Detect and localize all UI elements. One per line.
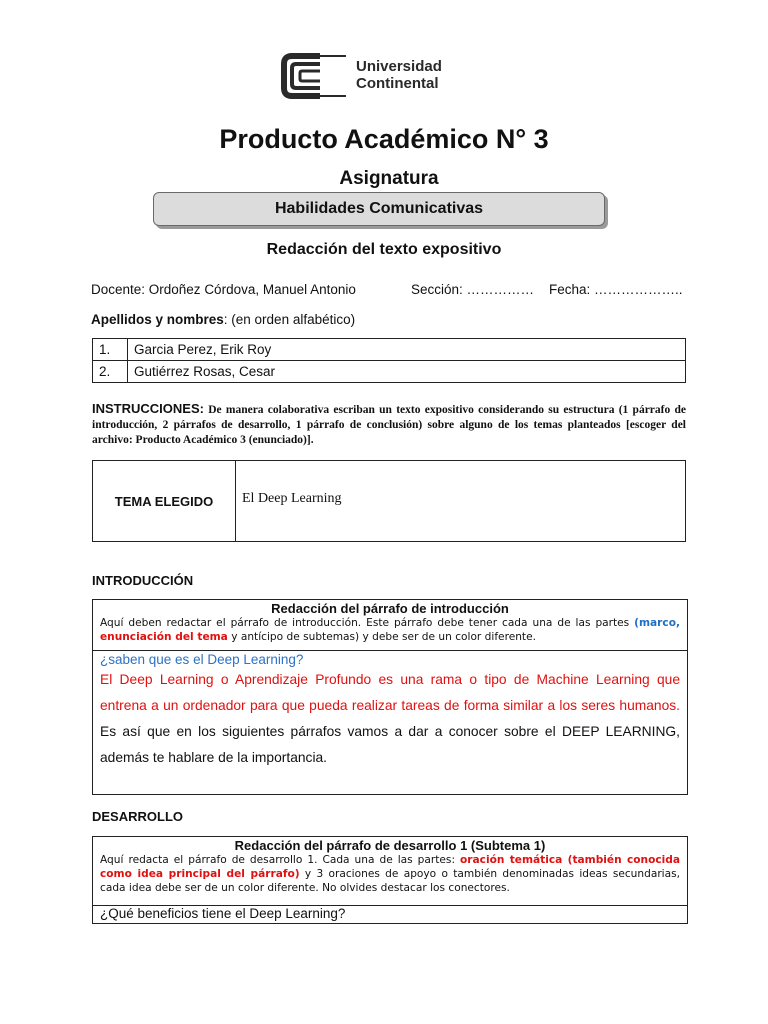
development-instructions (93, 838, 687, 906)
student-number: 2. (93, 361, 128, 383)
intro-para-black: Es así que en los siguientes párrafos vamos a dar a conocer sobre el DEEP LEARNING, además te hablare de la importancia. (100, 724, 680, 765)
date-label: Fecha: ……………….. (549, 282, 683, 297)
page-title: Producto Académico N° 3 (219, 124, 549, 154)
student-number: 1. (93, 339, 128, 361)
dev-desc-red: oración temática (también conocida como idea principal del párrafo) (100, 854, 681, 880)
student-name[interactable]: Garcia Perez, Erik Roy (128, 339, 686, 361)
development-question[interactable]: ¿Qué beneficios tiene el Deep Learning? (100, 906, 346, 921)
logo-mark-icon (280, 52, 356, 100)
intro-para-red: El Deep Learning o Aprendizaje Profundo es una rama o tipo de Machine Learning que entrena a un ordenador para que pueda realizar tareas de forma similar a los seres humanos. (100, 672, 680, 713)
document-subtitle: Redacción del texto expositivo (266, 241, 502, 258)
student-names-hint: : (en orden alfabético) (223, 312, 356, 327)
intro-desc-enunciacion: enunciación del tema (100, 631, 228, 643)
introduction-box-description (93, 616, 687, 644)
table-row (93, 361, 686, 383)
introduction-box-title: Redacción del párrafo de introducción (271, 601, 509, 616)
logo-text (356, 58, 442, 92)
introduction-box (92, 599, 688, 795)
introduction-instructions (93, 601, 687, 651)
intro-desc-a: Aquí deben redactar el párrafo de introducción. Este párrafo debe tener cada una de las partes (100, 617, 635, 629)
chosen-topic-table (92, 460, 686, 542)
student-names-label-bold: Apellidos y nombres (91, 312, 224, 327)
chosen-topic-value[interactable]: El Deep Learning (236, 461, 686, 542)
table-row (93, 339, 686, 361)
students-table (92, 338, 686, 383)
logo-line-2: Continental (356, 75, 439, 92)
table-row (93, 461, 686, 542)
student-name[interactable]: Gutiérrez Rosas, Cesar (128, 361, 686, 383)
dev-desc-a: Aquí redacta el párrafo de desarrollo 1. Cada una de las partes: (100, 854, 461, 866)
instructions-heading: INSTRUCCIONES: (92, 401, 204, 416)
intro-desc-marco: (marco, (634, 617, 680, 629)
section-label: Sección: …………… (411, 282, 535, 297)
development-box (92, 836, 688, 924)
development-box-title: Redacción del párrafo de desarrollo 1 (Subtema 1) (234, 838, 546, 853)
student-names-label (91, 312, 355, 327)
introduction-heading: INTRODUCCIÓN (92, 573, 194, 588)
chosen-topic-label: TEMA ELEGIDO (93, 461, 236, 542)
course-name-box: Habilidades Comunicativas (153, 192, 605, 226)
instructions (92, 401, 686, 448)
introduction-question[interactable]: ¿saben que es el Deep Learning? (100, 652, 304, 667)
logo-line-1: Universidad (356, 58, 442, 75)
introduction-paragraph[interactable] (93, 667, 687, 771)
asignatura-label: Asignatura (339, 168, 439, 189)
teacher-label: Docente: Ordoñez Córdova, Manuel Antonio (91, 282, 356, 297)
dev-desc-b: y 3 oraciones de apoyo o también denominadas ideas secundarias, cada idea debe ser de un color diferente. No olvides destacar los conectores. (100, 868, 681, 894)
development-box-description (93, 853, 687, 895)
development-heading: DESARROLLO (92, 809, 183, 824)
intro-desc-b: y antícipo de subtemas) y debe ser de un color diferente. (227, 631, 536, 643)
instructions-text: De manera colaborativa escriban un texto expositivo considerando su estructura (1 párrafo de introducción, 2 párrafos de desarrollo, 1 párrafo de conclusión) sobre alguno de los temas planteados [escoger del archivo: Producto Académico 3 (enunciado)]. (92, 404, 686, 446)
